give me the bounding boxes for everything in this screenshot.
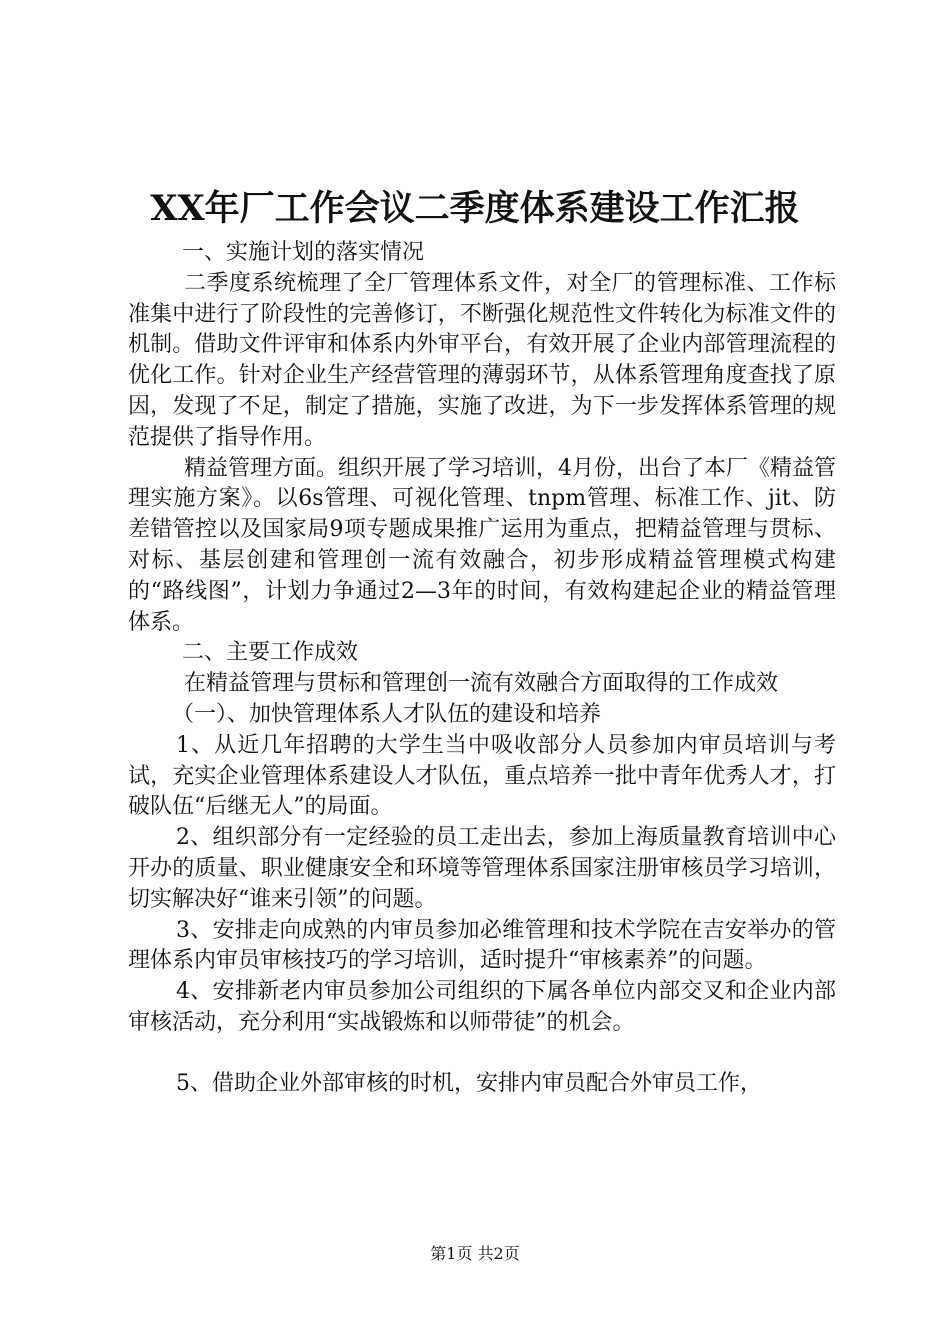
subsection-heading-1: （一）、加快管理体系人才队伍的建设和培养 [172,701,602,727]
list-item-3: 3、安排走向成熟的内审员参加必维管理和技术学院在吉安举办的管理体系内审员审核技巧的学习培训，适时提升“审核素养”的问题。 [128,917,836,974]
section-heading-1: 一、实施计划的落实情况 [182,240,425,265]
list-item-4: 4、安排新老内审员参加公司组织的下属各单位内部交叉和企业内部审核活动，充分利用“实战锻炼和以师带徒”的机会。 [128,979,836,1035]
paragraph-2: 精益管理方面。组织开展了学习培训，4月份，出台了本厂《精益管理实施方案》。以6s管理、可视化管理、tnpm管理、标准工作、jit、防差错管控以及国家局9项专题成果推广运用为重点，把精益管理与贯标、对标、基层创建和管理创一流有效融合，初步形成精益管理模式构建的“路线图”，计划力争通过2—3年的时间，有效构建起企业的精益管理体系。 [128,455,836,635]
page-number: 第1页 共2页 [430,1244,520,1263]
list-item-2: 2、组织部分有一定经验的员工走出去，参加上海质量教育培训中心开办的质量、职业健康安全和环境等管理体系国家注册审核员学习培训，切实解决好“谁来引领”的问题。 [128,825,836,912]
paragraph-1: 二季度系统梳理了全厂管理体系文件，对全厂的管理标准、工作标准集中进行了阶段性的完善修订，不断强化规范性文件转化为标准文件的机制。借助文件评审和体系内外审平台，有效开展了企业内部管理流程的优化工作。针对企业生产经营管理的薄弱环节，从体系管理角度查找了原因，发现了不足，制定了措施，实施了改进，为下一步发挥体系管理的规范提供了指导作用。 [128,270,836,450]
section-heading-2: 二、主要工作成效 [182,640,359,666]
paragraph-gap [128,1039,836,1069]
paragraph-3: 在精益管理与贯标和管理创一流有效融合方面取得的工作成效 [184,671,779,697]
list-item-1: 1、从近几年招聘的大学生当中吸收部分人员参加内审员培训与考试，充实企业管理体系建设人才队伍，重点培养一批中青年优秀人才，打破队伍“后继无人”的局面。 [128,732,836,820]
list-item-5: 5、借助企业外部审核的时机，安排内审员配合外审员工作， [176,1070,762,1096]
document-title: XX年厂工作会议二季度体系建设工作汇报 [150,188,800,229]
document-body [128,238,836,1100]
